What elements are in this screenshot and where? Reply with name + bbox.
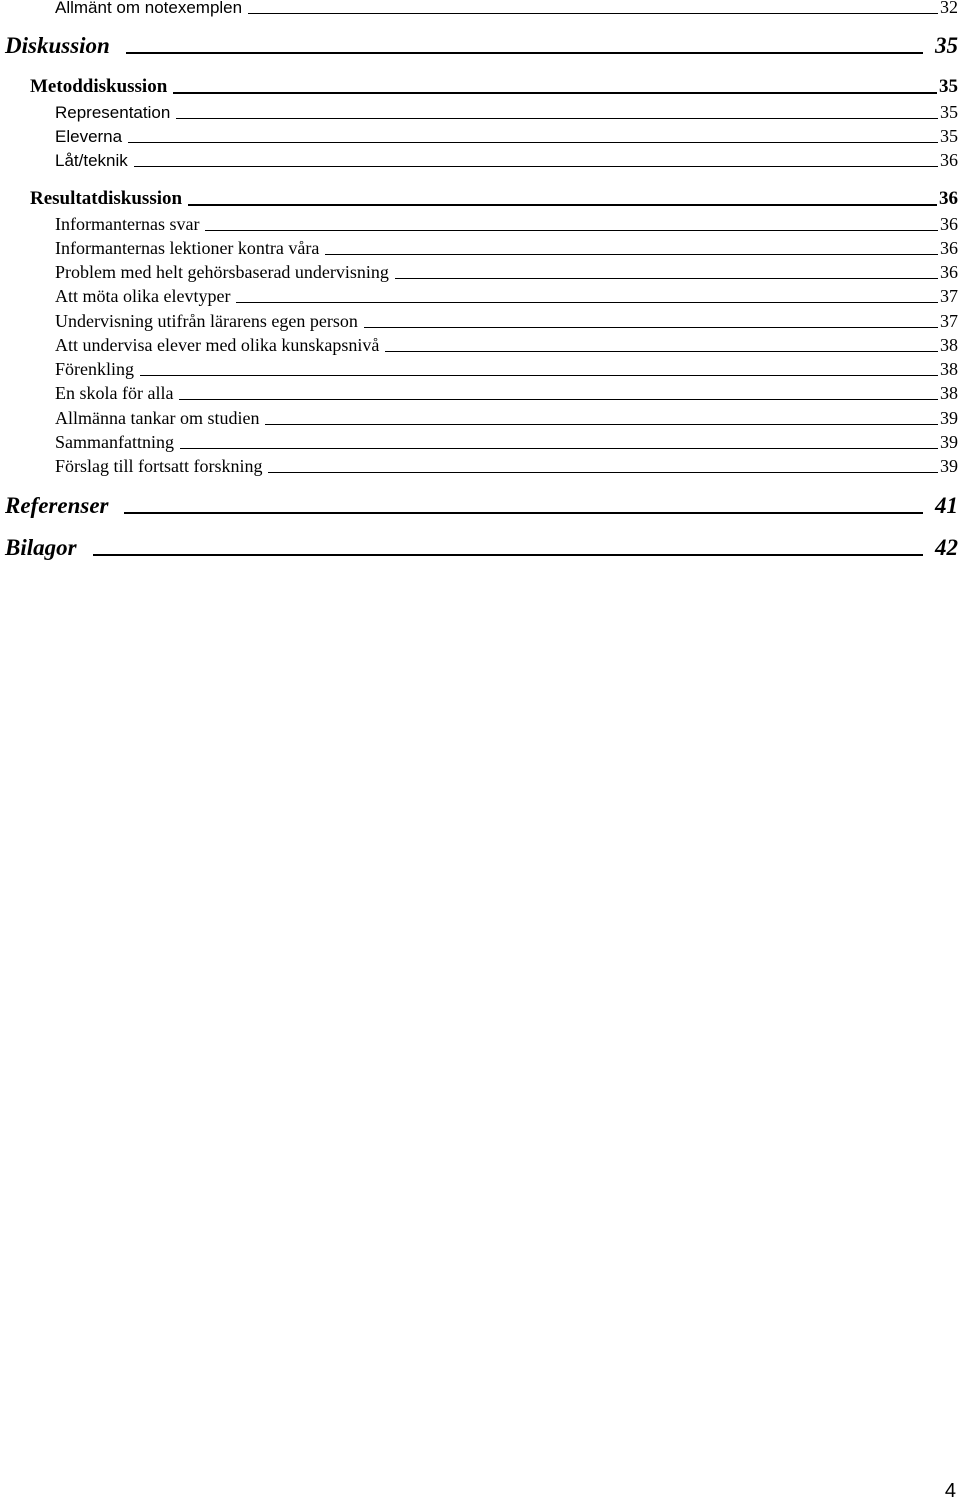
toc-entry-forslag-till-fortsatt-forskning[interactable] (0, 456, 958, 477)
toc-entry-resultatdiskussion[interactable] (0, 188, 958, 210)
toc-entry-page: 36 (939, 188, 958, 209)
toc-entry-allmanna-tankar[interactable] (0, 408, 958, 429)
toc-entry-page: 38 (940, 383, 958, 403)
toc-entry-bilagor[interactable] (0, 535, 958, 561)
toc-entry-eleverna[interactable] (0, 126, 958, 147)
toc-leader-line (188, 204, 937, 206)
toc-leader-line (268, 472, 938, 473)
toc-entry-label: Undervisning utifrån lärarens egen person (55, 311, 358, 331)
toc-leader-line (176, 118, 938, 119)
toc-entry-label: Att möta olika elevtyper (55, 286, 231, 306)
toc-entry-page: 35 (940, 126, 958, 146)
toc-leader-line (236, 302, 938, 303)
toc-entry-page: 38 (940, 359, 958, 379)
toc-entry-label: Informanternas lektioner kontra våra (55, 238, 320, 258)
toc-entry-sammanfattning[interactable] (0, 432, 958, 453)
toc-entry-label: Låt/teknik (55, 151, 128, 170)
toc-entry-label: Metoddiskussion (30, 76, 168, 97)
toc-entry-page: 36 (940, 238, 958, 258)
toc-entry-att-mota-olika-elevtyper[interactable] (0, 286, 958, 307)
toc-leader-line (395, 278, 938, 279)
toc-entry-allmant-om-notexemplen[interactable] (0, 0, 958, 18)
toc-leader-line (140, 375, 938, 376)
toc-entry-forenkling[interactable] (0, 359, 958, 380)
toc-entry-diskussion[interactable] (0, 33, 958, 59)
toc-leader-line (93, 554, 923, 556)
toc-entry-en-skola-for-alla[interactable] (0, 383, 958, 404)
toc-entry-label: Förenkling (55, 359, 134, 379)
toc-entry-page: 32 (940, 0, 958, 17)
toc-entry-page: 39 (940, 432, 958, 452)
toc-entry-metoddiskussion[interactable] (0, 76, 958, 98)
toc-entry-referenser[interactable] (0, 493, 958, 519)
toc-leader-line (248, 13, 938, 14)
toc-entry-label: Representation (55, 103, 171, 122)
toc-leader-line (173, 92, 937, 94)
toc-entry-page: 35 (935, 33, 958, 58)
toc-entry-label: Allmänt om notexemplen (55, 0, 243, 17)
toc-leader-line (126, 52, 923, 54)
toc-leader-line (128, 142, 938, 143)
toc-entry-page: 39 (940, 456, 958, 476)
toc-leader-line (265, 424, 938, 425)
toc-leader-line (325, 254, 938, 255)
toc-entry-page: 42 (935, 535, 958, 560)
toc-entry-page: 36 (940, 150, 958, 170)
toc-entry-label: Att undervisa elever med olika kunskapsnivå (55, 335, 380, 355)
toc-entry-att-undervisa-elever[interactable] (0, 335, 958, 356)
toc-entry-page: 37 (940, 286, 958, 306)
toc-entry-problem-med-helt-gehorsbaserad[interactable] (0, 262, 958, 283)
toc-entry-undervisning-utifran-lararens[interactable] (0, 311, 958, 332)
toc-leader-line (134, 166, 938, 167)
toc-entry-page: 38 (940, 335, 958, 355)
toc-entry-label: Referenser (5, 493, 109, 518)
toc-entry-label: Förslag till fortsatt forskning (55, 456, 263, 476)
toc-entry-label: Eleverna (55, 127, 123, 146)
toc-entry-label: En skola för alla (55, 383, 174, 403)
toc-entry-page: 36 (940, 262, 958, 282)
toc-entry-label: Diskussion (5, 33, 110, 58)
toc-entry-informanternas-svar[interactable] (0, 214, 958, 235)
toc-entry-label: Sammanfattning (55, 432, 174, 452)
toc-leader-line (180, 448, 938, 449)
toc-entry-label: Informanternas svar (55, 214, 200, 234)
toc-entry-label: Bilagor (5, 535, 77, 560)
toc-entry-lat-teknik[interactable] (0, 150, 958, 171)
toc-leader-line (124, 512, 923, 514)
toc-entry-page: 39 (940, 408, 958, 428)
toc-entry-label: Resultatdiskussion (30, 188, 183, 209)
toc-entry-page: 36 (940, 214, 958, 234)
toc-entry-label: Problem med helt gehörsbaserad undervisning (55, 262, 389, 282)
toc-leader-line (385, 351, 938, 352)
toc-entry-representation[interactable] (0, 102, 958, 123)
toc-entry-page: 35 (940, 102, 958, 122)
toc-entry-page: 35 (939, 76, 958, 97)
toc-entry-label: Allmänna tankar om studien (55, 408, 260, 428)
toc-entry-page: 41 (935, 493, 958, 518)
toc-entry-page: 37 (940, 311, 958, 331)
toc-leader-line (179, 399, 938, 400)
toc-entry-informanternas-lektioner[interactable] (0, 238, 958, 259)
toc-leader-line (364, 327, 938, 328)
page-number: 4 (944, 1480, 956, 1502)
toc-leader-line (205, 230, 938, 231)
